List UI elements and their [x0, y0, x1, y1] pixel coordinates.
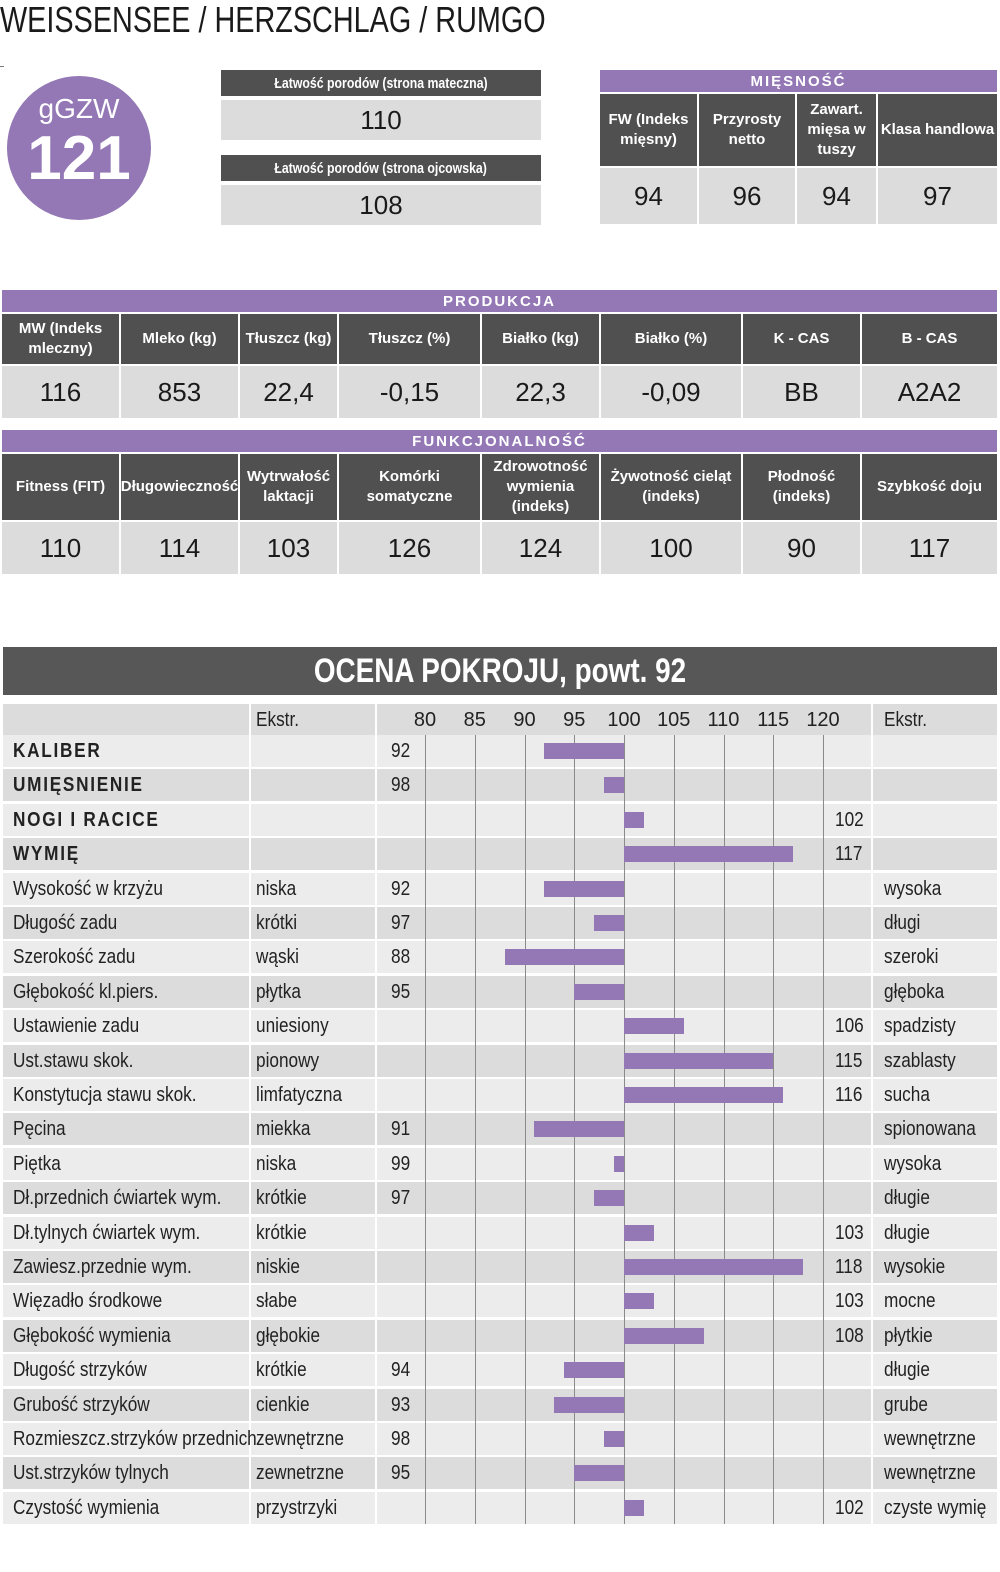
trait-row [3, 769, 997, 801]
x-tick-label: 100 [607, 709, 641, 731]
x-gridline [525, 735, 526, 1524]
high-extreme: długie [884, 1359, 930, 1382]
value-label: 102 [835, 808, 864, 831]
high-extreme: długie [884, 1221, 930, 1244]
chart-title: OCENA POKROJU, powt. 92 [3, 647, 997, 695]
high-extreme: płytkie [884, 1324, 933, 1347]
trait-name: Dł.tylnych ćwiartek wym. [13, 1221, 201, 1244]
value-bar [604, 777, 624, 793]
x-tick-label: 80 [413, 709, 437, 731]
badge-label: gGZW [38, 93, 120, 124]
trait-name: Ust.stawu skok. [13, 1049, 134, 1072]
miesnosc-table [600, 94, 997, 224]
low-extreme: krótkie [256, 1359, 307, 1382]
trait-name: UMIĘSNIENIE [13, 774, 144, 797]
low-extreme: zewnętrzne [256, 1428, 344, 1450]
x-tick-label: 105 [657, 709, 691, 731]
low-extreme: płytka [256, 980, 301, 1003]
low-extreme: wąski [256, 946, 300, 969]
trait-name: Grubość strzyków [13, 1393, 150, 1416]
high-extreme: długie [884, 1187, 930, 1210]
value-bar [624, 1018, 684, 1034]
trait-name: Pęcina [13, 1118, 66, 1141]
right-extreme-header: Ekstr. [884, 709, 928, 731]
value-label: 103 [835, 1290, 864, 1313]
trait-row [3, 976, 997, 1008]
trait-name: Długość zadu [13, 912, 118, 934]
trait-row [3, 1079, 997, 1111]
funkcjonalnosc-value: 100 [601, 522, 741, 574]
value-bar [624, 846, 793, 862]
produkcja-header: Białko (kg) [482, 314, 599, 364]
value-label: 118 [835, 1256, 863, 1278]
trait-name: Ust.strzyków tylnych [13, 1462, 169, 1485]
value-bar [614, 1156, 624, 1172]
funkcjonalnosc-value: 110 [2, 522, 119, 574]
value-label: 98 [391, 1428, 411, 1450]
trait-row [3, 1010, 997, 1042]
trait-name: NOGI I RACICE [13, 808, 160, 831]
low-extreme: zewnetrzne [256, 1462, 344, 1485]
left-extreme-header: Ekstr. [256, 709, 300, 731]
trait-name: Długość strzyków [13, 1359, 147, 1382]
high-extreme: szablasty [884, 1049, 956, 1072]
trait-row [3, 1285, 997, 1317]
chart-header-row [3, 704, 997, 736]
miesnosc-value: 96 [699, 168, 795, 224]
value-label: 93 [391, 1393, 411, 1416]
value-bar [624, 1259, 803, 1275]
miesnosc-header: FW (Indeks mięsny) [600, 94, 697, 166]
funkcjonalnosc-title: FUNKCJONALNOŚĆ [2, 430, 997, 452]
funkcjonalnosc-header: Fitness (FIT) [2, 454, 119, 520]
produkcja-value: 853 [121, 366, 238, 418]
value-label: 94 [391, 1359, 411, 1382]
funkcjonalnosc-value: 124 [482, 522, 599, 574]
high-extreme: mocne [884, 1290, 936, 1313]
funkcjonalnosc-header: Żywotność cieląt (indeks) [601, 454, 741, 520]
low-extreme: niska [256, 1152, 297, 1175]
trait-row [3, 941, 997, 973]
trait-row [3, 1251, 997, 1283]
trait-name: Dł.przednich ćwiartek wym. [13, 1187, 222, 1210]
low-extreme: miekka [256, 1118, 311, 1141]
high-extreme: wysoka [884, 877, 942, 900]
funkcjonalnosc-value: 117 [862, 522, 997, 574]
produkcja-value: 22,3 [482, 366, 599, 418]
value-bar [544, 743, 624, 759]
calving-maternal-value: 110 [221, 100, 541, 140]
trait-name: Szerokość zadu [13, 946, 136, 969]
produkcja-title: PRODUKCJA [2, 290, 997, 312]
trait-row [3, 1113, 997, 1145]
value-label: 103 [835, 1221, 864, 1244]
trait-row [3, 1492, 997, 1524]
value-label: 116 [835, 1084, 863, 1106]
value-bar [624, 812, 644, 828]
x-gridline [475, 735, 476, 1524]
value-bar [604, 1431, 624, 1447]
value-label: 108 [835, 1324, 864, 1347]
corner-mark [0, 66, 4, 67]
trait-row [3, 1457, 997, 1489]
trait-row [3, 1389, 997, 1421]
funkcjonalnosc-header: Komórki somatyczne [339, 454, 480, 520]
high-extreme: spionowana [884, 1118, 976, 1141]
value-bar [594, 1190, 624, 1206]
trait-row [3, 873, 997, 905]
trait-name: Głębokość kl.piers. [13, 980, 159, 1003]
low-extreme: krótkie [256, 1221, 307, 1244]
produkcja-table [2, 314, 997, 418]
trait-name: Czystość wymienia [13, 1496, 160, 1519]
funkcjonalnosc-header: Szybkość doju [862, 454, 997, 520]
value-label: 92 [391, 877, 411, 900]
trait-row [3, 1148, 997, 1180]
funkcjonalnosc-value: 90 [743, 522, 860, 574]
value-bar [534, 1121, 624, 1137]
funkcjonalnosc-header: Płodność (indeks) [743, 454, 860, 520]
value-bar [624, 1293, 654, 1309]
calving-paternal-value: 108 [221, 185, 541, 225]
trait-row [3, 1423, 997, 1455]
produkcja-value: 116 [2, 366, 119, 418]
trait-name: Ustawienie zadu [13, 1015, 140, 1038]
value-label: 92 [391, 740, 411, 762]
funkcjonalnosc-header: Wytrwałość laktacji [240, 454, 337, 520]
low-extreme: krótkie [256, 1187, 307, 1210]
produkcja-header: Tłuszcz (kg) [240, 314, 337, 364]
miesnosc-header: Zawart. mięsa w tuszy [797, 94, 876, 166]
value-bar [554, 1397, 624, 1413]
value-label: 97 [391, 1187, 411, 1210]
high-extreme: wewnętrzne [884, 1462, 976, 1485]
x-tick-label: 115 [757, 709, 790, 731]
x-tick-label: 85 [463, 709, 486, 731]
value-label: 98 [391, 774, 411, 797]
value-label: 97 [391, 912, 411, 934]
trait-row [3, 735, 997, 767]
high-extreme: wysokie [884, 1256, 946, 1278]
miesnosc-value: 97 [878, 168, 997, 224]
high-extreme: szeroki [884, 946, 939, 969]
produkcja-value: -0,09 [601, 366, 741, 418]
high-extreme: głęboka [884, 980, 945, 1003]
trait-row [3, 907, 997, 939]
value-bar [574, 1465, 624, 1481]
produkcja-header: B - CAS [862, 314, 997, 364]
low-extreme: limfatyczna [256, 1084, 343, 1106]
value-label: 91 [391, 1118, 411, 1141]
trait-name: Więzadło środkowe [13, 1290, 163, 1313]
value-label: 102 [835, 1496, 864, 1519]
value-bar [574, 984, 624, 1000]
low-extreme: głębokie [256, 1324, 321, 1347]
trait-row [3, 804, 997, 836]
high-extreme: czyste wymię [884, 1496, 987, 1519]
trait-name: WYMIĘ [13, 843, 80, 866]
ggzw-badge [7, 76, 151, 220]
x-gridline [425, 735, 426, 1524]
x-tick-label: 90 [513, 709, 536, 731]
trait-row [3, 838, 997, 870]
x-tick-label: 120 [806, 709, 840, 731]
badge-value: 121 [27, 124, 131, 193]
value-bar [624, 1500, 644, 1516]
miesnosc-title: MIĘSNOŚĆ [600, 70, 997, 92]
trait-name: Rozmieszcz.strzyków przednich [13, 1428, 257, 1450]
trait-name: Zawiesz.przednie wym. [13, 1256, 192, 1278]
low-extreme: niska [256, 877, 297, 900]
x-gridline [823, 735, 824, 1524]
low-extreme: przystrzyki [256, 1496, 338, 1519]
calving-maternal-label: Łatwość porodów (strona mateczna) [221, 70, 541, 96]
value-bar [505, 949, 624, 965]
low-extreme: słabe [256, 1290, 298, 1313]
value-label: 117 [835, 843, 863, 866]
high-extreme: sucha [884, 1084, 930, 1106]
miesnosc-header: Klasa handlowa [878, 94, 997, 166]
produkcja-header: Tłuszcz (%) [339, 314, 480, 364]
trait-row [3, 1217, 997, 1249]
high-extreme: grube [884, 1393, 928, 1416]
low-extreme: cienkie [256, 1393, 310, 1416]
high-extreme: wewnętrzne [884, 1428, 976, 1450]
value-label: 115 [835, 1049, 863, 1072]
produkcja-value: A2A2 [862, 366, 997, 418]
funkcjonalnosc-value: 126 [339, 522, 480, 574]
trait-name: Wysokość w krzyżu [13, 877, 163, 900]
funkcjonalnosc-header: Zdrowotność wymienia (indeks) [482, 454, 599, 520]
trait-row [3, 1182, 997, 1214]
funkcjonalnosc-header: Długowieczność [121, 454, 238, 520]
x-tick-label: 95 [563, 709, 586, 731]
produkcja-value: BB [743, 366, 860, 418]
trait-row [3, 1045, 997, 1077]
x-tick-label: 110 [707, 709, 740, 731]
trait-name: Głębokość wymienia [13, 1324, 171, 1347]
value-bar [624, 1053, 773, 1069]
value-label: 95 [391, 1462, 411, 1485]
value-bar [544, 881, 624, 897]
value-label: 95 [391, 980, 411, 1003]
produkcja-header: MW (Indeks mleczny) [2, 314, 119, 364]
miesnosc-header: Przyrosty netto [699, 94, 795, 166]
value-bar [624, 1328, 704, 1344]
value-label: 88 [391, 946, 411, 969]
funkcjonalnosc-value: 114 [121, 522, 238, 574]
trait-name: KALIBER [13, 740, 102, 762]
value-bar [564, 1362, 624, 1378]
value-label: 99 [391, 1152, 411, 1175]
produkcja-value: -0,15 [339, 366, 480, 418]
low-extreme: niskie [256, 1256, 300, 1278]
produkcja-header: Białko (%) [601, 314, 741, 364]
value-bar [624, 1087, 783, 1103]
trait-row [3, 1354, 997, 1386]
high-extreme: spadzisty [884, 1015, 956, 1038]
funkcjonalnosc-table [2, 454, 997, 574]
low-extreme: uniesiony [256, 1015, 329, 1038]
trait-row [3, 1320, 997, 1352]
low-extreme: pionowy [256, 1049, 320, 1072]
miesnosc-value: 94 [600, 168, 697, 224]
produkcja-value: 22,4 [240, 366, 337, 418]
value-bar [594, 915, 624, 931]
value-label: 106 [835, 1015, 864, 1038]
miesnosc-value: 94 [797, 168, 876, 224]
high-extreme: wysoka [884, 1152, 942, 1175]
high-extreme: długi [884, 912, 921, 934]
page-title: WEISSENSEE / HERZSCHLAG / RUMGO [0, 0, 546, 40]
calving-paternal-label: Łatwość porodów (strona ojcowska) [221, 155, 541, 181]
trait-name: Konstytucja stawu skok. [13, 1084, 197, 1106]
produkcja-header: K - CAS [743, 314, 860, 364]
produkcja-header: Mleko (kg) [121, 314, 238, 364]
trait-name: Piętka [13, 1152, 61, 1175]
low-extreme: krótki [256, 912, 298, 934]
value-bar [624, 1225, 654, 1241]
funkcjonalnosc-value: 103 [240, 522, 337, 574]
